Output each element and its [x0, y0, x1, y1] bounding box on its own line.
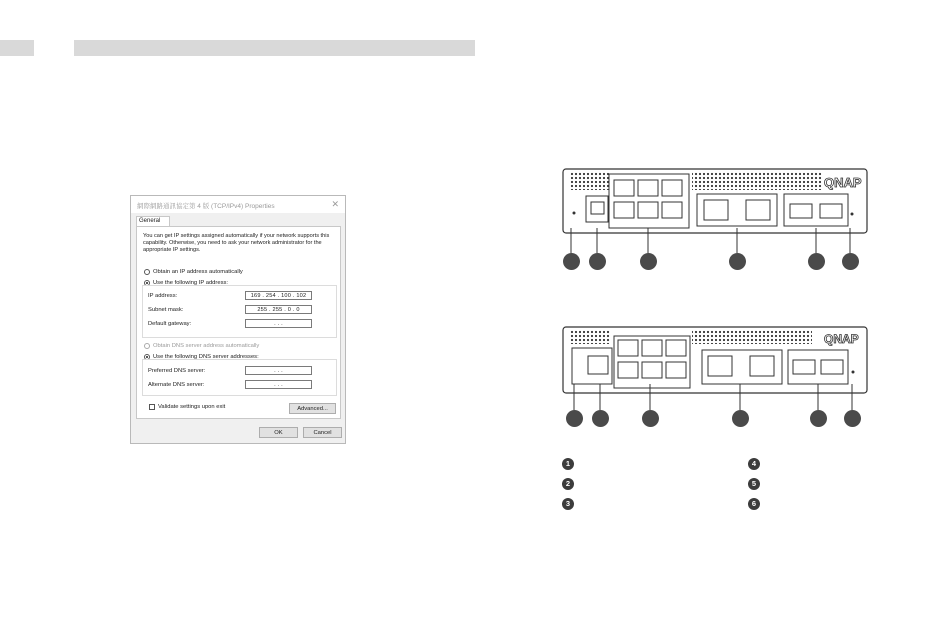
callout-1-b	[566, 410, 583, 427]
ipv4-properties-dialog	[130, 195, 346, 444]
advanced-button[interactable]: Advanced...	[289, 403, 336, 414]
alternate-dns-field[interactable]: . . .	[245, 380, 312, 389]
auto-dns-label: Obtain DNS server address automatically	[153, 343, 260, 349]
brand-logo: QNAP	[824, 175, 862, 190]
header-bar	[74, 40, 475, 56]
dialog-description: You can get IP settings assigned automatically if your network supports this capability. Otherwise, you need to ask your network administrator for the appropriate IP settings.	[143, 233, 330, 253]
validate-checkbox[interactable]	[149, 404, 155, 410]
callout-3-b	[642, 410, 659, 427]
subnet-mask-label: Subnet mask:	[148, 307, 184, 313]
callout-lines-1	[560, 228, 860, 256]
manual-ip-label: Use the following IP address:	[153, 280, 228, 286]
alternate-dns-label: Alternate DNS server:	[148, 382, 205, 388]
close-icon[interactable]: ✕	[331, 199, 339, 209]
callout-2-b	[592, 410, 609, 427]
ip-address-field[interactable]: 169 . 254 . 100 . 102	[245, 291, 312, 300]
legend-number-4: 4	[748, 458, 760, 470]
cancel-button[interactable]: Cancel	[303, 427, 342, 438]
device-front-panel-1	[562, 168, 868, 234]
auto-ip-radio[interactable]	[144, 269, 150, 275]
dialog-titlebar	[131, 196, 345, 213]
validate-label: Validate settings upon exit	[158, 404, 226, 410]
gateway-label: Default gateway:	[148, 321, 192, 327]
dialog-title: 網際網路通訊協定第 4 版 (TCP/IPv4) Properties	[137, 203, 275, 210]
callout-6-b	[844, 410, 861, 427]
legend-number-1: 1	[562, 458, 574, 470]
callout-4-b	[732, 410, 749, 427]
tab-general[interactable]: General	[136, 216, 170, 226]
legend-number-2: 2	[562, 478, 574, 490]
subnet-mask-field[interactable]: 255 . 255 . 0 . 0	[245, 305, 312, 314]
ok-button[interactable]: OK	[259, 427, 298, 438]
general-panel	[136, 226, 341, 419]
callout-lines-2	[560, 384, 860, 412]
auto-ip-label: Obtain an IP address automatically	[153, 269, 243, 275]
brand-logo-2: QNAP	[824, 332, 859, 346]
legend-number-5: 5	[748, 478, 760, 490]
callout-5-b	[810, 410, 827, 427]
preferred-dns-label: Preferred DNS server:	[148, 368, 206, 374]
auto-dns-radio[interactable]	[144, 343, 150, 349]
manual-dns-label: Use the following DNS server addresses:	[153, 354, 259, 360]
ip-address-label: IP address:	[148, 293, 178, 299]
legend-number-3: 3	[562, 498, 574, 510]
dns-group	[142, 359, 337, 396]
gateway-field[interactable]: . . .	[245, 319, 312, 328]
preferred-dns-field[interactable]: . . .	[245, 366, 312, 375]
header-bar-left	[0, 40, 34, 56]
legend-number-6: 6	[748, 498, 760, 510]
